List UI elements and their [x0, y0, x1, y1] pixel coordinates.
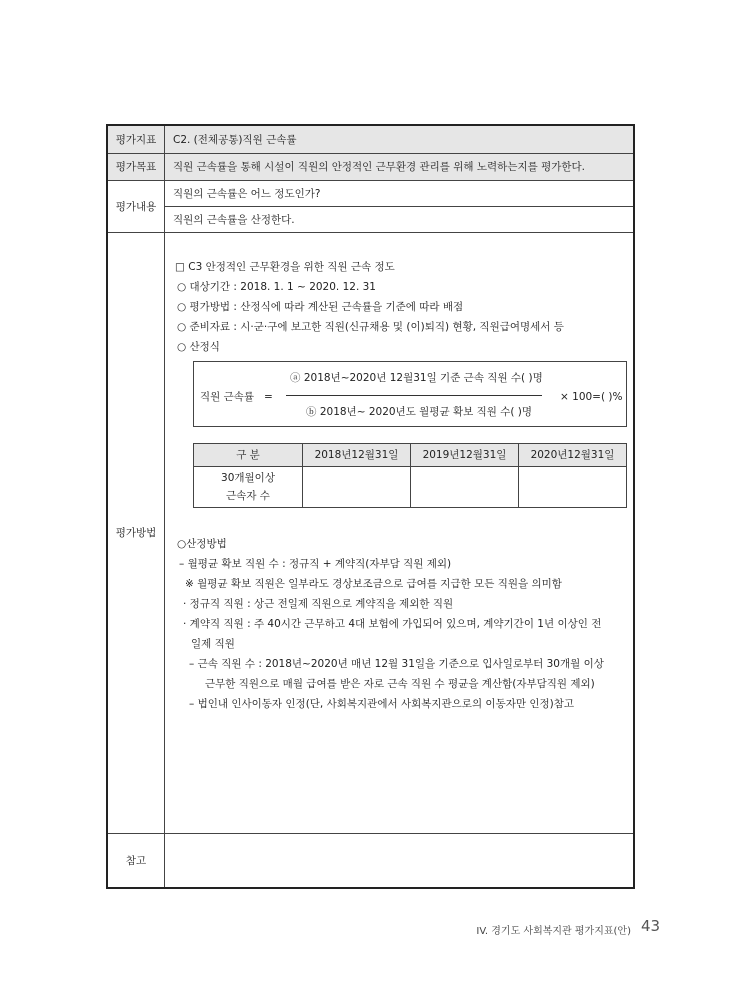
- reference-row: [107, 833, 634, 888]
- method-row: [107, 232, 634, 833]
- method-label: 평가방법: [107, 232, 165, 833]
- calc-heading: ○산정방법: [177, 537, 227, 550]
- indicator-value: C2. (전체공통)직원 근속률: [165, 125, 635, 153]
- page-number: 43: [641, 917, 661, 935]
- calc-line: ※ 월평균 확보 직원은 일부라도 경상보조금으로 급여를 지급한 모든 직원을 의미함: [185, 577, 562, 590]
- content-row-2: [107, 206, 634, 232]
- formula-box: [193, 361, 627, 427]
- evaluation-table: [106, 124, 635, 889]
- calc-line: – 근속 직원 수 : 2018년~2020년 매년 12월 31일을 기준으로 입사일로부터 30개월 이상: [189, 657, 604, 670]
- table-header: 구 분: [194, 443, 303, 466]
- formula-left: 직원 근속률: [200, 390, 255, 403]
- formula-result: × 100=( )%: [560, 390, 623, 403]
- table-header: 2020년12월31일: [519, 443, 627, 466]
- calc-line: · 정규직 직원 : 상근 전일제 직원으로 계약직을 제외한 직원: [183, 597, 454, 610]
- method-content: [165, 232, 635, 833]
- tenure-table-row: [194, 466, 627, 507]
- content-row-1: [107, 180, 634, 206]
- method-item: ○ 대상기간 : 2018. 1. 1 ~ 2020. 12. 31: [177, 280, 376, 293]
- method-item: ○ 평가방법 : 산정식에 따라 계산된 근속률을 기준에 따라 배점: [177, 300, 464, 313]
- calc-line: – 법인내 인사이동자 인정(단, 사회복지관에서 사회복지관으로의 이동자만 인정)참고: [189, 697, 575, 710]
- method-item: ○ 산정식: [177, 340, 220, 353]
- formula-equals: =: [264, 390, 273, 403]
- footer-text: IV. 경기도 사회복지관 평가지표(안): [476, 926, 631, 937]
- formula-denominator: ⓑ 2018년~ 2020년도 월평균 확보 직원 수( )명: [306, 405, 533, 418]
- calc-line: · 계약직 직원 : 주 40시간 근무하고 4대 보험에 가입되어 있으며, 계약기간이 1년 이상인 전: [183, 617, 602, 630]
- table-cell: [519, 466, 627, 507]
- row-label: [194, 466, 303, 507]
- method-heading: □ C3 안정적인 근무환경을 위한 직원 근속 정도: [175, 260, 395, 273]
- fraction-bar: [286, 395, 542, 396]
- page-footer: [476, 917, 661, 937]
- table-cell: [411, 466, 519, 507]
- reference-value: [165, 833, 635, 888]
- goal-label: 평가목표: [107, 153, 165, 180]
- indicator-label: 평가지표: [107, 125, 165, 153]
- content-value-2: 직원의 근속률을 산정한다.: [165, 206, 635, 232]
- calc-line: – 월평균 확보 직원 수 : 정규직 + 계약직(자부담 직원 제외): [179, 557, 452, 570]
- tenure-table-header: [194, 443, 627, 466]
- indicator-row: [107, 125, 634, 153]
- row-label-line: 근속자 수: [226, 489, 270, 502]
- reference-label: 참고: [107, 833, 165, 888]
- calc-section: [175, 534, 633, 714]
- content-label: 평가내용: [107, 180, 165, 232]
- table-header: 2018년12월31일: [303, 443, 411, 466]
- row-label-line: 30개월이상: [221, 471, 275, 484]
- table-header: 2019년12월31일: [411, 443, 519, 466]
- method-item: ○ 준비자료 : 시·군·구에 보고한 직원(신규채용 및 (이)퇴직) 현황, 직원급여명세서 등: [177, 320, 564, 333]
- table-cell: [303, 466, 411, 507]
- goal-value: 직원 근속률을 통해 시설이 직원의 안정적인 근무환경 관리를 위해 노력하는지를 평가한다.: [165, 153, 635, 180]
- calc-line: 근무한 직원으로 매월 급여를 받은 자로 근속 직원 수 평균을 계산함(자부담직원 제외): [205, 677, 595, 690]
- content-value-1: 직원의 근속률은 어느 정도인가?: [165, 180, 635, 206]
- goal-row: [107, 153, 634, 180]
- calc-line: 일제 직원: [191, 637, 235, 650]
- formula-numerator: ⓐ 2018년~2020년 12월31일 기준 근속 직원 수( )명: [290, 371, 543, 384]
- tenure-table: [193, 443, 627, 508]
